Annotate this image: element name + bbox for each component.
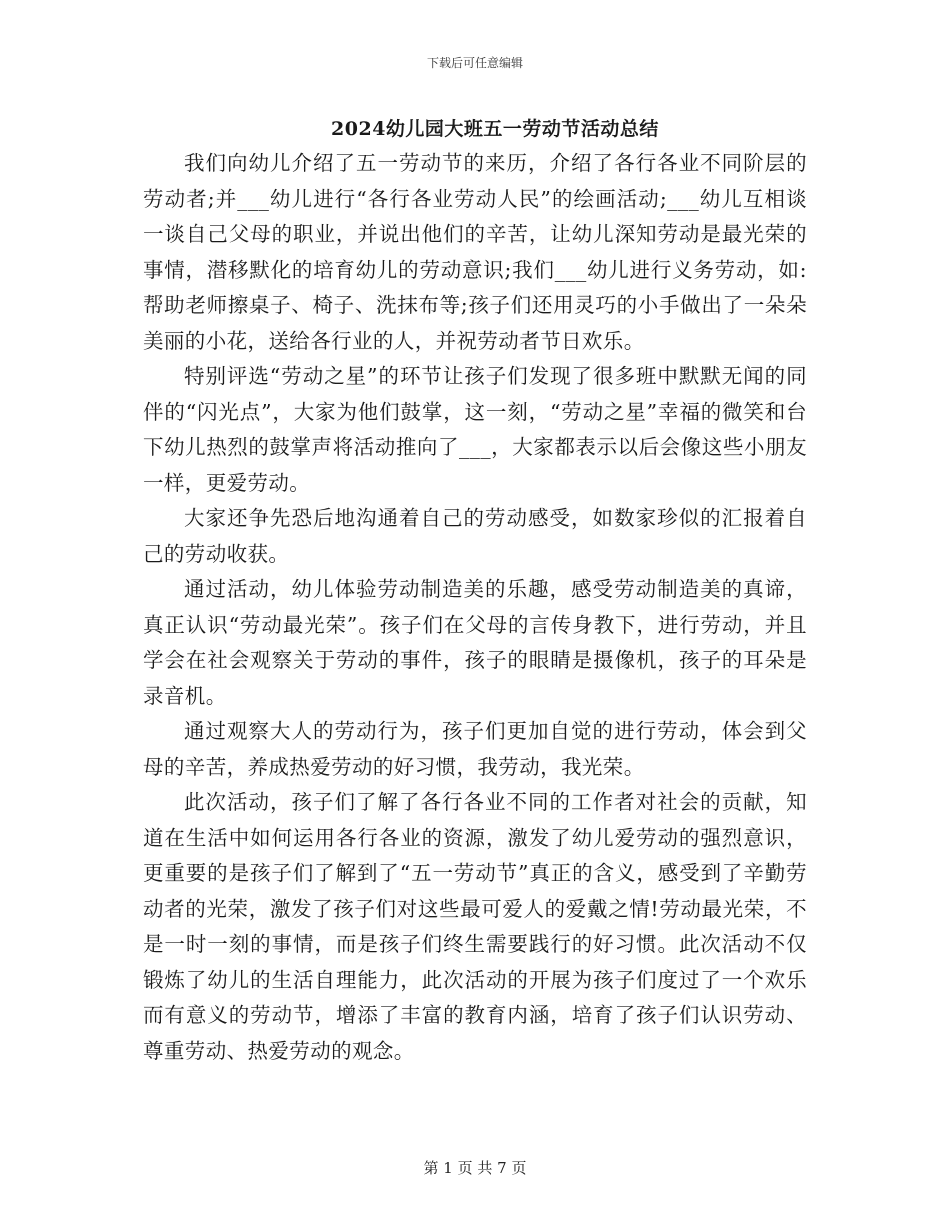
page-footer: 第 1 页 共 7 页 [423, 1159, 527, 1177]
paragraph: 大家还争先恐后地沟通着自己的劳动感受，如数家珍似的汇报着自己的劳动收获。 [143, 506, 807, 566]
document-body [143, 146, 807, 1069]
paragraph: 通过活动，幼儿体验劳动制造美的乐趣，感受劳动制造美的真谛，真正认识“劳动最光荣”。孩子们在父母的言传身教下，进行劳动，并且学会在社会观察关于劳动的事件，孩子的眼睛是摄像机，孩子的耳朵是录音机。 [143, 577, 807, 708]
document-title: 2024幼儿园大班五一劳动节活动总结 [331, 118, 659, 140]
paragraph: 通过观察大人的劳动行为，孩子们更加自觉的进行劳动，体会到父母的辛苦，养成热爱劳动的好习惯，我劳动，我光荣。 [143, 719, 807, 779]
header-note: 下载后可任意编辑 [426, 56, 523, 70]
paragraph: 我们向幼儿介绍了五一劳动节的来历，介绍了各行各业不同阶层的劳动者;并___幼儿进行“各行各业劳动人民”的绘画活动;___幼儿互相谈一谈自己父母的职业，并说出他们的辛苦，让幼儿深知劳动是最光荣的事情，潜移默化的培育幼儿的劳动意识;我们___幼儿进行义务劳动，如:帮助老师擦桌子、椅子、洗抹布等;孩子们还用灵巧的小手做出了一朵朵美丽的小花，送给各行业的人，并祝劳动者节日欢乐。 [143, 151, 807, 353]
paragraph: 此次活动，孩子们了解了各行各业不同的工作者对社会的贡献，知道在生活中如何运用各行各业的资源，激发了幼儿爱劳动的强烈意识，更重要的是孩子们了解到了“五一劳动节”真正的含义，感受到了辛勤劳动者的光荣，激发了孩子们对这些最可爱人的爱戴之情!劳动最光荣，不是一时一刻的事情，而是孩子们终生需要践行的好习惯。此次活动不仅锻炼了幼儿的生活自理能力，此次活动的开展为孩子们度过了一个欢乐而有意义的劳动节，增添了丰富的教育内涵，培育了孩子们认识劳动、尊重劳动、热爱劳动的观念。 [143, 790, 807, 1063]
paragraph: 特别评选“劳动之星”的环节让孩子们发现了很多班中默默无闻的同伴的“闪光点”，大家为他们鼓掌，这一刻，“劳动之星”幸福的微笑和台下幼儿热烈的鼓掌声将活动推向了___，大家都表示以后会像这些小朋友一样，更爱劳动。 [143, 364, 807, 495]
